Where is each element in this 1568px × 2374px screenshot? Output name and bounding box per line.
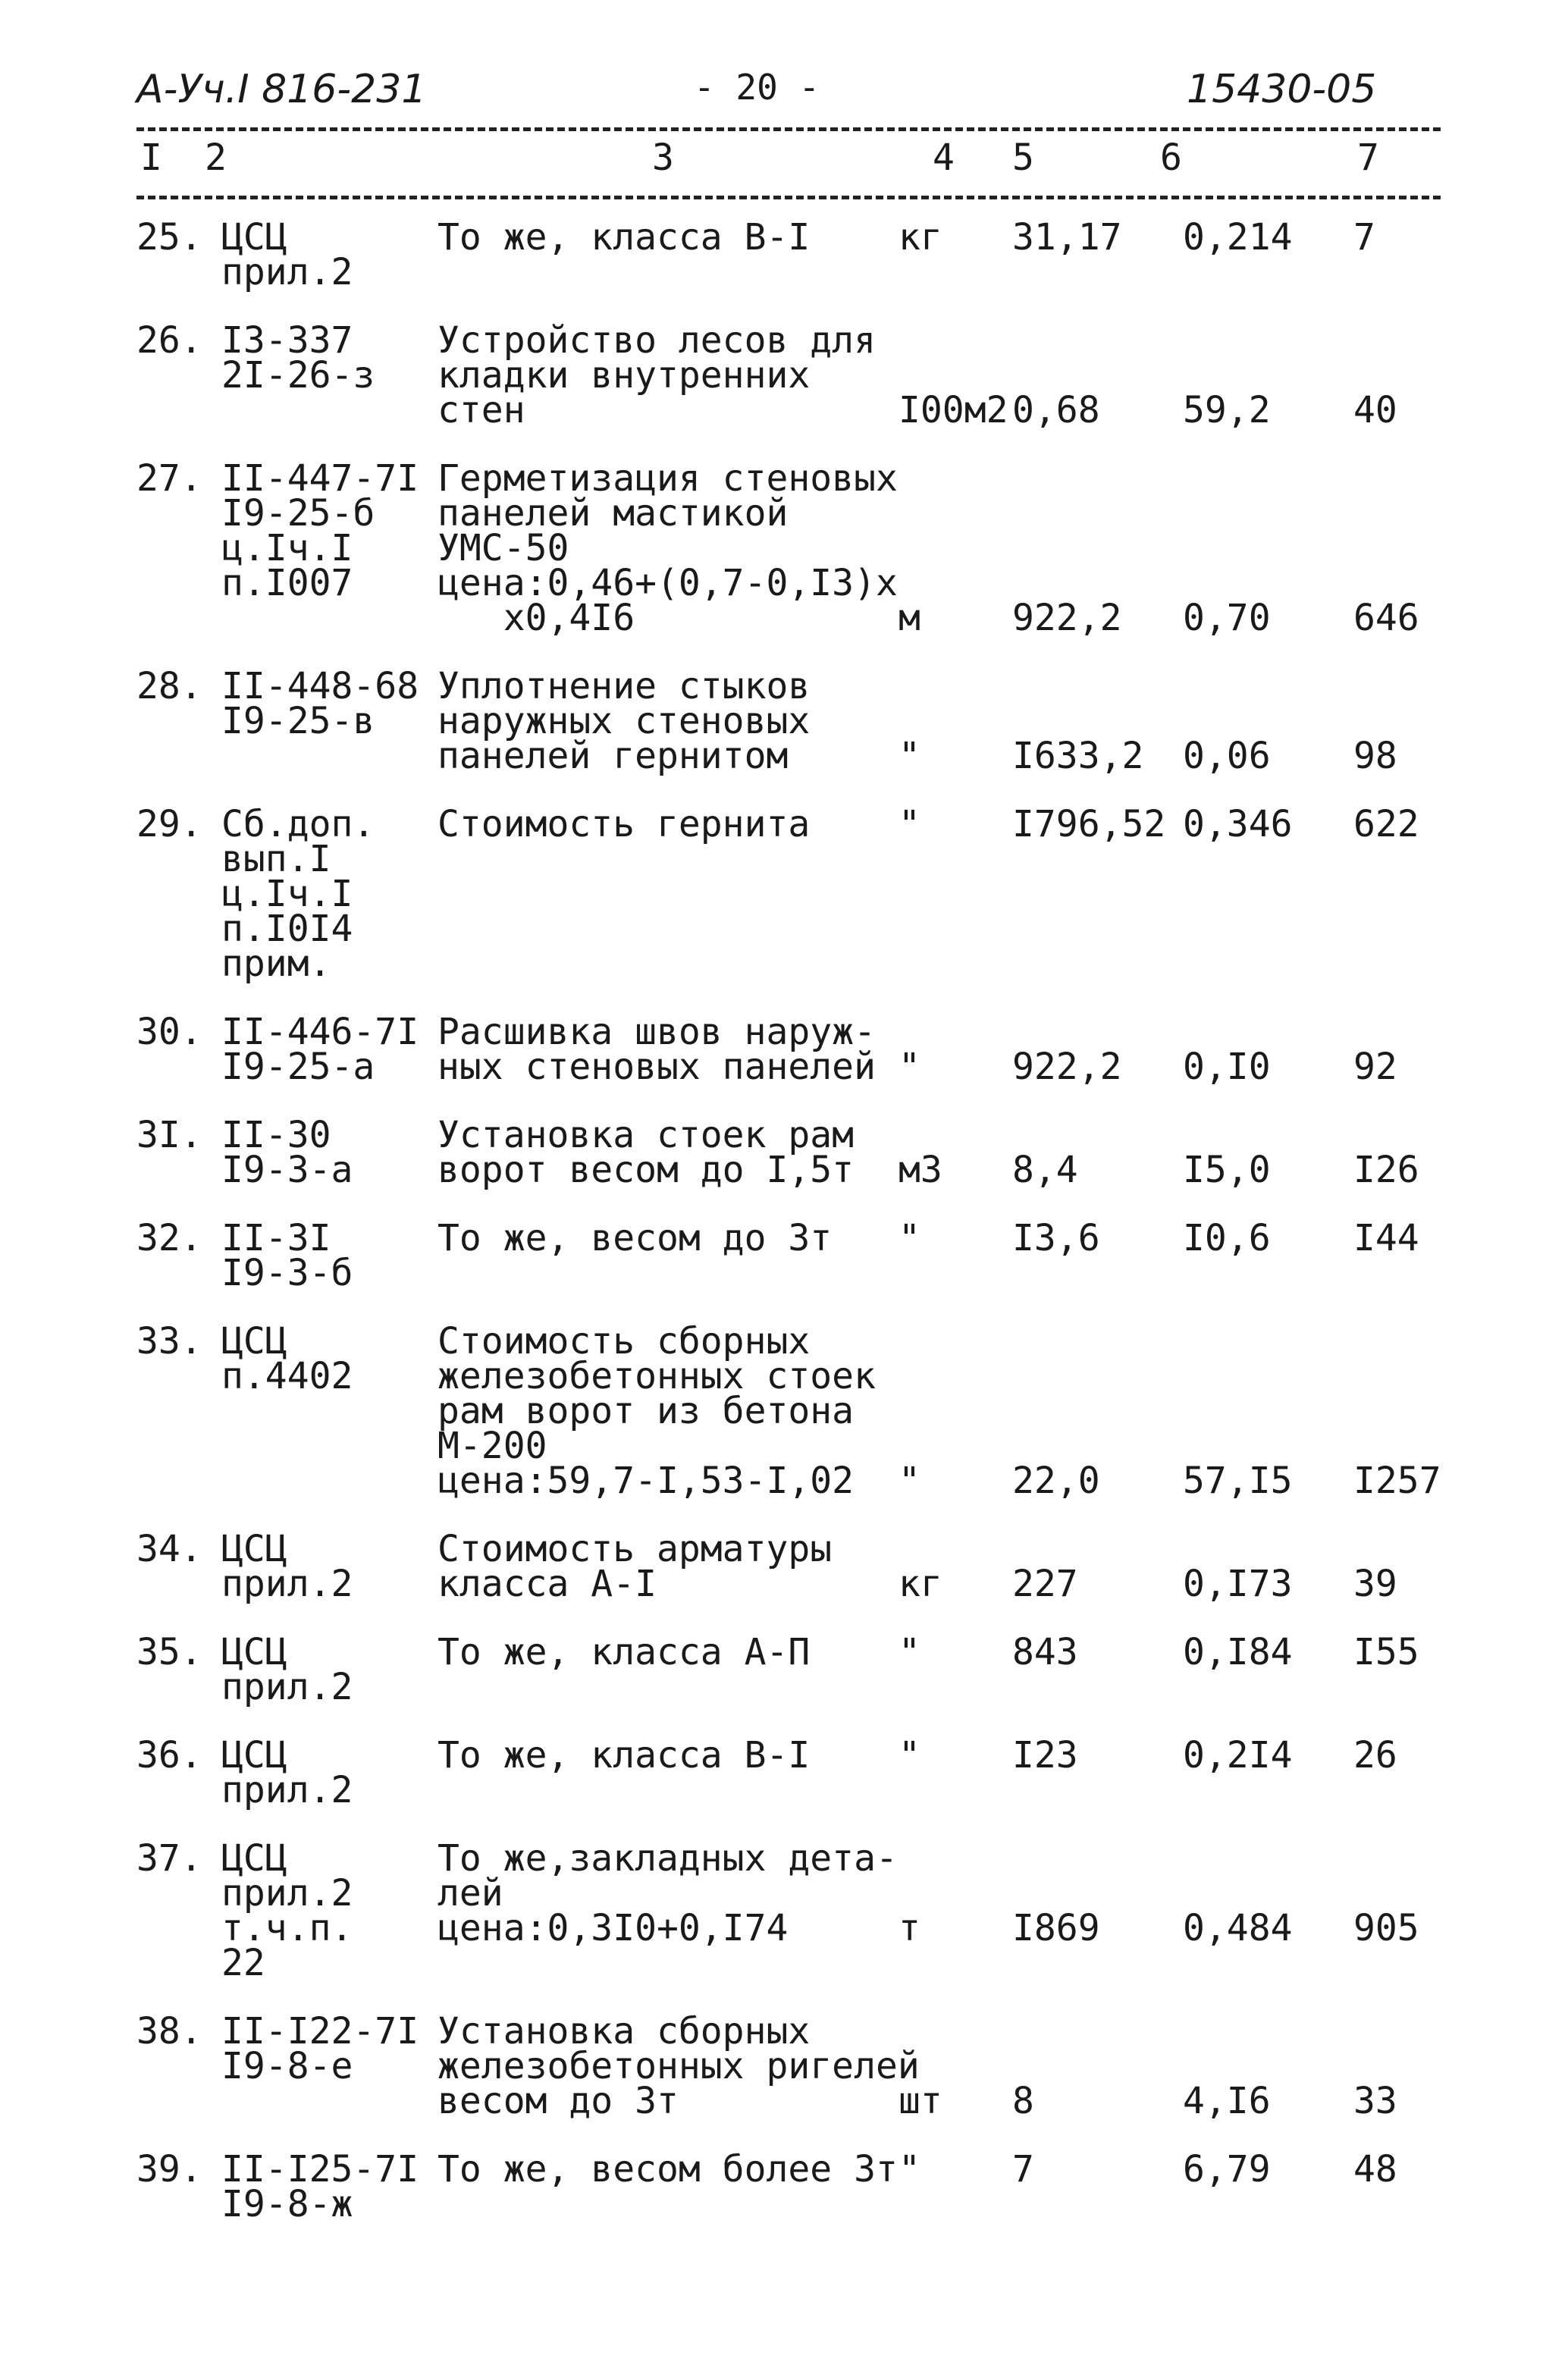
header-divider-top	[136, 127, 1441, 131]
work-description: Установка сборных	[437, 2010, 811, 2053]
unit-price: 0,70	[1183, 597, 1271, 639]
unit: м3	[898, 1149, 942, 1191]
column-header: 2	[205, 136, 227, 179]
row-number: 29.	[136, 803, 202, 845]
total-cost: I257	[1353, 1460, 1441, 1502]
rate-code: прил.2	[221, 1666, 353, 1708]
unit: м	[898, 597, 920, 639]
document-number: 15430-05	[1187, 67, 1377, 112]
rate-code: прил.2	[221, 251, 353, 293]
unit-price: 57,I5	[1183, 1460, 1293, 1502]
header-divider-bottom	[136, 196, 1441, 199]
rate-code: II-447-7I	[221, 457, 419, 500]
quantity: I869	[1012, 1907, 1100, 1949]
table-row	[0, 803, 1568, 985]
document-code: А-Уч.I 816-231	[136, 67, 427, 112]
rate-code: прил.2	[221, 1872, 353, 1915]
work-description: Стоимость сборных	[437, 1320, 811, 1363]
unit: "	[898, 1217, 920, 1259]
work-description: железобетонных ригелей	[437, 2045, 920, 2087]
quantity: 31,17	[1012, 216, 1122, 259]
work-description: класса А-I	[437, 1563, 657, 1605]
column-header: 4	[933, 136, 955, 179]
rate-code: II-446-7I	[221, 1011, 419, 1053]
table-row	[0, 1631, 1568, 1708]
rate-code: прил.2	[221, 1563, 353, 1605]
row-number: 33.	[136, 1320, 202, 1363]
work-description: Уплотнение стыков	[437, 665, 811, 707]
work-description: ворот весом до I,5т	[437, 1149, 855, 1191]
quantity: 22,0	[1012, 1460, 1100, 1502]
work-description: стен	[437, 389, 525, 431]
table-row	[0, 457, 1568, 639]
total-cost: 646	[1353, 597, 1419, 639]
total-cost: I26	[1353, 1149, 1419, 1191]
column-header: 5	[1012, 136, 1034, 179]
work-description: панелей мастикой	[437, 492, 789, 535]
work-description: То же, весом до 3т	[437, 1217, 833, 1259]
rate-code: ц.Iч.I	[221, 873, 353, 915]
work-description: Стоимость арматуры	[437, 1528, 833, 1570]
work-description: Расшивка швов наруж-	[437, 1011, 876, 1053]
rate-code: 22	[221, 1942, 265, 1984]
unit: "	[898, 803, 920, 845]
unit-price: 0,214	[1183, 216, 1293, 259]
row-number: 32.	[136, 1217, 202, 1259]
rate-code: ЦСЦ	[221, 1837, 287, 1880]
row-number: 26.	[136, 319, 202, 362]
unit-price: 0,I84	[1183, 1631, 1293, 1673]
table-row	[0, 1837, 1568, 1984]
unit: кг	[898, 216, 942, 259]
work-description: То же, весом более 3т	[437, 2148, 898, 2191]
total-cost: 48	[1353, 2148, 1397, 2191]
unit: кг	[898, 1563, 942, 1605]
page-number: - 20 -	[694, 67, 820, 108]
column-header-row	[0, 136, 1568, 182]
rate-code: прим.	[221, 942, 331, 985]
rate-code: II-30	[221, 1114, 331, 1156]
row-number: 36.	[136, 1734, 202, 1777]
work-description: х0,4I6	[437, 597, 635, 639]
unit-price: 0,I73	[1183, 1563, 1293, 1605]
row-number: 37.	[136, 1837, 202, 1880]
rate-code: I9-25-а	[221, 1046, 375, 1088]
unit-price: 6,79	[1183, 2148, 1271, 2191]
rate-code: I9-8-е	[221, 2045, 353, 2087]
column-header: I	[140, 136, 162, 179]
rate-code: 2I-26-з	[221, 354, 375, 397]
unit: I00м2	[898, 389, 1008, 431]
work-description: УМС-50	[437, 527, 569, 569]
quantity: 227	[1012, 1563, 1078, 1605]
quantity: 843	[1012, 1631, 1078, 1673]
total-cost: 7	[1353, 216, 1375, 259]
row-number: 3I.	[136, 1114, 202, 1156]
unit-price: 0,484	[1183, 1907, 1293, 1949]
rate-code: II-3I	[221, 1217, 331, 1259]
unit: т	[898, 1907, 920, 1949]
table-row	[0, 319, 1568, 431]
total-cost: 40	[1353, 389, 1397, 431]
work-description: ных стеновых панелей	[437, 1046, 876, 1088]
rate-code: п.4402	[221, 1355, 353, 1397]
rate-code: ЦСЦ	[221, 1528, 287, 1570]
work-description: лей	[437, 1872, 503, 1915]
work-description: Герметизация стеновых	[437, 457, 898, 500]
work-description: наружных стеновых	[437, 700, 811, 742]
table-row	[0, 1734, 1568, 1811]
rate-code: п.I0I4	[221, 908, 353, 950]
rate-code: II-I22-7I	[221, 2010, 419, 2053]
table-row	[0, 1320, 1568, 1502]
unit-price: I0,6	[1183, 1217, 1271, 1259]
quantity: I23	[1012, 1734, 1078, 1777]
rate-code: I9-8-ж	[221, 2183, 353, 2225]
rate-code: II-I25-7I	[221, 2148, 419, 2191]
unit-price: 0,06	[1183, 735, 1271, 777]
column-header: 7	[1357, 136, 1379, 179]
work-description: цена:0,3I0+0,I74	[437, 1907, 789, 1949]
quantity: 7	[1012, 2148, 1034, 2191]
unit-price: 0,346	[1183, 803, 1293, 845]
unit: "	[898, 1631, 920, 1673]
rate-code: ЦСЦ	[221, 1734, 287, 1777]
quantity: 922,2	[1012, 1046, 1122, 1088]
rate-code: I9-3-а	[221, 1149, 353, 1191]
unit: "	[898, 1046, 920, 1088]
rate-code: ц.Iч.I	[221, 527, 353, 569]
work-description: цена:59,7-I,53-I,02	[437, 1460, 855, 1502]
row-number: 30.	[136, 1011, 202, 1053]
rate-code: I9-25-б	[221, 492, 375, 535]
table-row	[0, 2010, 1568, 2122]
rate-code: I9-25-в	[221, 700, 375, 742]
work-description: панелей гернитом	[437, 735, 789, 777]
unit: "	[898, 1460, 920, 1502]
work-description: То же,закладных дета-	[437, 1837, 898, 1880]
total-cost: 98	[1353, 735, 1397, 777]
rate-code: вып.I	[221, 838, 331, 880]
quantity: 8,4	[1012, 1149, 1078, 1191]
rate-code: I3-337	[221, 319, 353, 362]
unit-price: 0,2I4	[1183, 1734, 1293, 1777]
total-cost: I55	[1353, 1631, 1419, 1673]
work-description: кладки внутренних	[437, 354, 811, 397]
rate-code: т.ч.п.	[221, 1907, 353, 1949]
column-header: 6	[1160, 136, 1182, 179]
table-row	[0, 1011, 1568, 1088]
work-description: рам ворот из бетона	[437, 1390, 855, 1432]
unit-price: 0,I0	[1183, 1046, 1271, 1088]
total-cost: 905	[1353, 1907, 1419, 1949]
rate-code: ЦСЦ	[221, 1320, 287, 1363]
rate-code: ЦСЦ	[221, 216, 287, 259]
rate-code: II-448-68	[221, 665, 419, 707]
unit: "	[898, 1734, 920, 1777]
table-row	[0, 1114, 1568, 1191]
rate-code: п.I007	[221, 562, 353, 604]
unit-price: 4,I6	[1183, 2080, 1271, 2122]
quantity: 922,2	[1012, 597, 1122, 639]
work-description: Стоимость гернита	[437, 803, 811, 845]
quantity: I796,52	[1012, 803, 1166, 845]
table-row	[0, 665, 1568, 777]
total-cost: 92	[1353, 1046, 1397, 1088]
quantity: I3,6	[1012, 1217, 1100, 1259]
row-number: 25.	[136, 216, 202, 259]
rate-code: ЦСЦ	[221, 1631, 287, 1673]
work-description: цена:0,46+(0,7-0,I3)х	[437, 562, 898, 604]
work-description: Установка стоек рам	[437, 1114, 855, 1156]
rate-code: прил.2	[221, 1769, 353, 1811]
work-description: То же, класса А-П	[437, 1631, 811, 1673]
column-header: 3	[652, 136, 674, 179]
unit: "	[898, 735, 920, 777]
row-number: 34.	[136, 1528, 202, 1570]
table-row	[0, 1528, 1568, 1605]
table-row	[0, 1217, 1568, 1294]
work-description: То же, класса В-I	[437, 1734, 811, 1777]
row-number: 28.	[136, 665, 202, 707]
total-cost: 33	[1353, 2080, 1397, 2122]
quantity: I633,2	[1012, 735, 1144, 777]
total-cost: 26	[1353, 1734, 1397, 1777]
rate-code: Сб.доп.	[221, 803, 375, 845]
work-description: Устройство лесов для	[437, 319, 876, 362]
unit-price: 59,2	[1183, 389, 1271, 431]
row-number: 39.	[136, 2148, 202, 2191]
quantity: 0,68	[1012, 389, 1100, 431]
work-description: То же, класса В-I	[437, 216, 811, 259]
row-number: 38.	[136, 2010, 202, 2053]
unit: "	[898, 2148, 920, 2191]
work-description: весом до 3т	[437, 2080, 679, 2122]
row-number: 35.	[136, 1631, 202, 1673]
total-cost: I44	[1353, 1217, 1419, 1259]
unit-price: I5,0	[1183, 1149, 1271, 1191]
table-row	[0, 2148, 1568, 2225]
total-cost: 39	[1353, 1563, 1397, 1605]
total-cost: 622	[1353, 803, 1419, 845]
quantity: 8	[1012, 2080, 1034, 2122]
unit: шт	[898, 2080, 942, 2122]
row-number: 27.	[136, 457, 202, 500]
work-description: М-200	[437, 1425, 547, 1467]
work-description: железобетонных стоек	[437, 1355, 876, 1397]
rate-code: I9-3-б	[221, 1252, 353, 1294]
table-row	[0, 216, 1568, 293]
